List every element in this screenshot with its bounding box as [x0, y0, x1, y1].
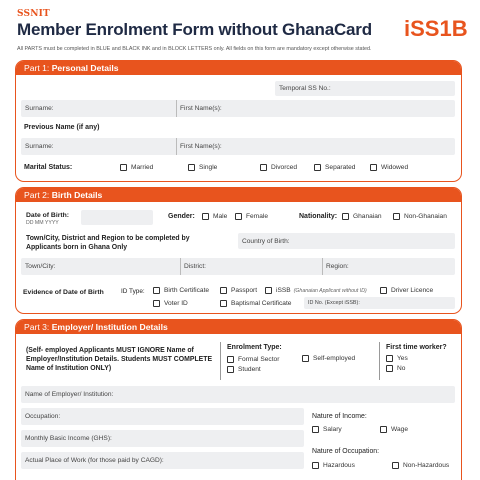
field-divider: [176, 138, 177, 155]
form-code: iSS1B: [404, 16, 468, 41]
part3-instruction: (Self- employed Applicants MUST IGNORE Name of Employer/Institution Details. Students MUST COMPLETE Name of Institution ONLY): [26, 347, 213, 372]
form-title: Member Enrolment Form without GhanaCard: [17, 20, 372, 39]
id-birth-certificate-checkbox[interactable]: Birth Certificate: [153, 287, 209, 294]
id-type-label: ID Type:: [121, 288, 145, 295]
place-of-work-field[interactable]: Actual Place of Work (for those paid by CAGD):: [21, 452, 304, 469]
marital-married-checkbox[interactable]: Married: [120, 164, 153, 171]
marital-widowed-checkbox[interactable]: Widowed: [370, 164, 408, 171]
occupation-field[interactable]: Occupation:: [21, 408, 304, 425]
enrolment-self-employed-checkbox[interactable]: Self-employed: [302, 355, 355, 362]
region-label: Region:: [326, 263, 349, 270]
brand-logo-text: SSNIT: [17, 9, 50, 19]
first-time-worker-label: First time worker?: [386, 344, 447, 351]
town-city-field[interactable]: Town/City:: [21, 258, 455, 275]
occupation-non-hazardous-checkbox[interactable]: Non-Hazardous: [392, 462, 449, 469]
part2-header: Part 2: Birth Details: [16, 188, 461, 202]
marital-separated-checkbox[interactable]: Separated: [314, 164, 355, 171]
nature-occupation-label: Nature of Occupation:: [312, 448, 380, 455]
id-issb-checkbox[interactable]: iSSB (Ghanaian Applicant without ID): [265, 287, 367, 294]
occupation-hazardous-checkbox[interactable]: Hazardous: [312, 462, 355, 469]
employer-name-field[interactable]: Name of Employer/ Institution:: [21, 386, 455, 403]
previous-name-label: Previous Name (if any): [24, 124, 100, 131]
town-note: Town/City, District and Region to be completed by Applicants born in Ghana Only: [26, 235, 190, 251]
marital-status-label: Marital Status:: [24, 164, 73, 171]
part1-personal-details: [15, 60, 462, 182]
id-passport-checkbox[interactable]: Passport: [220, 287, 257, 294]
income-wage-checkbox[interactable]: Wage: [380, 426, 408, 433]
enrolment-formal-checkbox[interactable]: Formal Sector: [227, 356, 279, 363]
nationality-label: Nationality:: [299, 213, 338, 220]
income-salary-checkbox[interactable]: Salary: [312, 426, 342, 433]
part3-employer-details: [15, 319, 462, 480]
surname-field[interactable]: Surname:: [21, 100, 455, 117]
dob-field[interactable]: [81, 210, 153, 225]
prev-first-names-label: First Name(s):: [180, 143, 222, 150]
prev-surname-field[interactable]: Surname:: [21, 138, 455, 155]
dob-label: Date of Birth:: [26, 212, 70, 219]
first-time-no-checkbox[interactable]: No: [386, 365, 405, 372]
form-instructions: All PARTS must be completed in BLUE and BLACK INK and in BLOCK LETTERS only. All fields on this form are mandatory except otherwise stated.: [17, 46, 372, 52]
evidence-label: Evidence of Date of Birth: [23, 289, 104, 296]
dob-hint: DD MM YYYY: [26, 220, 59, 226]
monthly-income-field[interactable]: Monthly Basic Income (GHS):: [21, 430, 304, 447]
column-divider: [220, 342, 221, 380]
gender-female-checkbox[interactable]: Female: [235, 213, 268, 220]
first-time-yes-checkbox[interactable]: Yes: [386, 355, 408, 362]
nationality-ghanaian-checkbox[interactable]: Ghanaian: [342, 213, 382, 220]
id-number-field[interactable]: ID No. (Except iSSB):: [304, 297, 455, 309]
gender-label: Gender:: [168, 213, 195, 220]
district-label: District:: [184, 263, 206, 270]
marital-divorced-checkbox[interactable]: Divorced: [260, 164, 297, 171]
id-baptismal-certificate-checkbox[interactable]: Baptismal Certificate: [220, 300, 291, 307]
first-names-label: First Name(s):: [180, 105, 222, 112]
id-driver-licence-checkbox[interactable]: Driver Licence: [380, 287, 433, 294]
temporal-ss-field[interactable]: Temporal SS No.:: [275, 81, 455, 96]
marital-single-checkbox[interactable]: Single: [188, 164, 217, 171]
column-divider: [379, 342, 380, 380]
nature-income-label: Nature of Income:: [312, 413, 367, 420]
enrolment-student-checkbox[interactable]: Student: [227, 366, 261, 373]
country-of-birth-field[interactable]: Country of Birth:: [238, 233, 455, 249]
nationality-non-ghanaian-checkbox[interactable]: Non-Ghanaian: [393, 213, 447, 220]
field-divider: [176, 100, 177, 117]
gender-male-checkbox[interactable]: Male: [202, 213, 227, 220]
part3-header: Part 3: Employer/ Institution Details: [16, 320, 461, 334]
part1-header: Part 1: Personal Details: [16, 61, 461, 75]
field-divider: [322, 258, 323, 275]
enrolment-type-label: Enrolment Type:: [227, 344, 282, 351]
part2-birth-details: [15, 187, 462, 314]
field-divider: [180, 258, 181, 275]
id-voter-id-checkbox[interactable]: Voter ID: [153, 300, 188, 307]
